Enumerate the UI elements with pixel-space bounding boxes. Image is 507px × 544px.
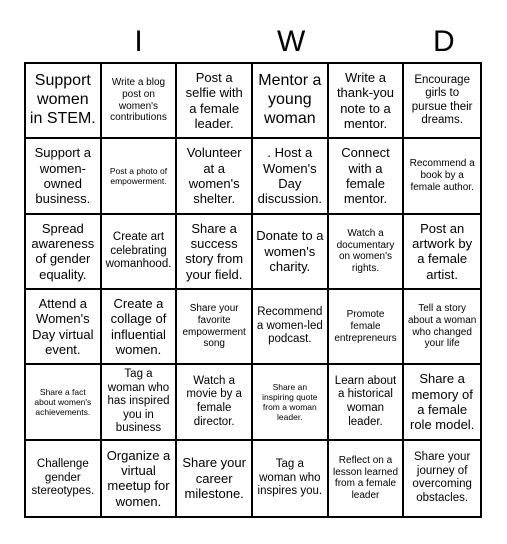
bingo-cell[interactable]: Volunteer at a women's shelter. bbox=[177, 139, 253, 214]
header-letter-6: D bbox=[432, 25, 455, 58]
bingo-cell[interactable]: Share a success story from your field. bbox=[177, 215, 253, 290]
bingo-cell[interactable]: Challenge gender stereotypes. bbox=[26, 441, 102, 516]
bingo-cell[interactable]: Tag a woman who has inspired you in business bbox=[102, 365, 178, 440]
header-letter-2: I bbox=[134, 25, 143, 58]
bingo-cell[interactable]: Post a photo of empowerment. bbox=[102, 139, 178, 214]
bingo-cell[interactable]: Attend a Women's Day virtual event. bbox=[26, 290, 102, 365]
header-letter-5 bbox=[329, 22, 405, 62]
header-letter-4: W bbox=[277, 25, 306, 58]
bingo-cell[interactable]: Organize a virtual meetup for women. bbox=[102, 441, 178, 516]
bingo-cell[interactable]: Donate to a women's charity. bbox=[253, 215, 329, 290]
bingo-header bbox=[24, 22, 482, 62]
bingo-cell[interactable]: Tell a story about a woman who changed your life bbox=[404, 290, 480, 365]
bingo-cell[interactable]: Support a women-owned business. bbox=[26, 139, 102, 214]
bingo-cell[interactable]: Post an artwork by a female artist. bbox=[404, 215, 480, 290]
bingo-cell[interactable]: Create art celebrating womanhood. bbox=[102, 215, 178, 290]
bingo-cell[interactable]: Tag a woman who inspires you. bbox=[253, 441, 329, 516]
bingo-cell[interactable]: Support women in STEM. bbox=[26, 64, 102, 139]
bingo-cell[interactable]: Share your favorite empowerment song bbox=[177, 290, 253, 365]
bingo-cell[interactable]: Learn about a historical woman leader. bbox=[329, 365, 405, 440]
bingo-cell[interactable]: Watch a movie by a female director. bbox=[177, 365, 253, 440]
bingo-cell[interactable]: Create a collage of influential women. bbox=[102, 290, 178, 365]
bingo-grid bbox=[24, 62, 482, 518]
bingo-cell[interactable]: . Host a Women's Day discussion. bbox=[253, 139, 329, 214]
bingo-cell[interactable]: Share a fact about women's achievements. bbox=[26, 365, 102, 440]
bingo-cell[interactable]: Write a blog post on women's contributions bbox=[102, 64, 178, 139]
bingo-cell[interactable]: Recommend a women-led podcast. bbox=[253, 290, 329, 365]
bingo-cell[interactable]: Mentor a young woman bbox=[253, 64, 329, 139]
bingo-cell[interactable]: Share a memory of a female role model. bbox=[404, 365, 480, 440]
bingo-cell[interactable]: Share your career milestone. bbox=[177, 441, 253, 516]
bingo-cell[interactable]: Encourage girls to pursue their dreams. bbox=[404, 64, 480, 139]
header-letter-3 bbox=[177, 22, 253, 62]
bingo-cell[interactable]: Promote female entrepreneurs bbox=[329, 290, 405, 365]
bingo-cell[interactable]: Spread awareness of gender equality. bbox=[26, 215, 102, 290]
header-letter-1 bbox=[24, 22, 100, 62]
bingo-cell[interactable]: Share an inspiring quote from a woman leader. bbox=[253, 365, 329, 440]
bingo-cell[interactable]: Post a selfie with a female leader. bbox=[177, 64, 253, 139]
bingo-cell[interactable]: Recommend a book by a female author. bbox=[404, 139, 480, 214]
bingo-cell[interactable]: Watch a documentary on women's rights. bbox=[329, 215, 405, 290]
bingo-cell[interactable]: Connect with a female mentor. bbox=[329, 139, 405, 214]
bingo-cell[interactable]: Reflect on a lesson learned from a female leader bbox=[329, 441, 405, 516]
bingo-cell[interactable]: Share your journey of overcoming obstacles. bbox=[412, 451, 472, 504]
bingo-cell[interactable]: Write a thank-you note to a mentor. bbox=[329, 64, 405, 139]
